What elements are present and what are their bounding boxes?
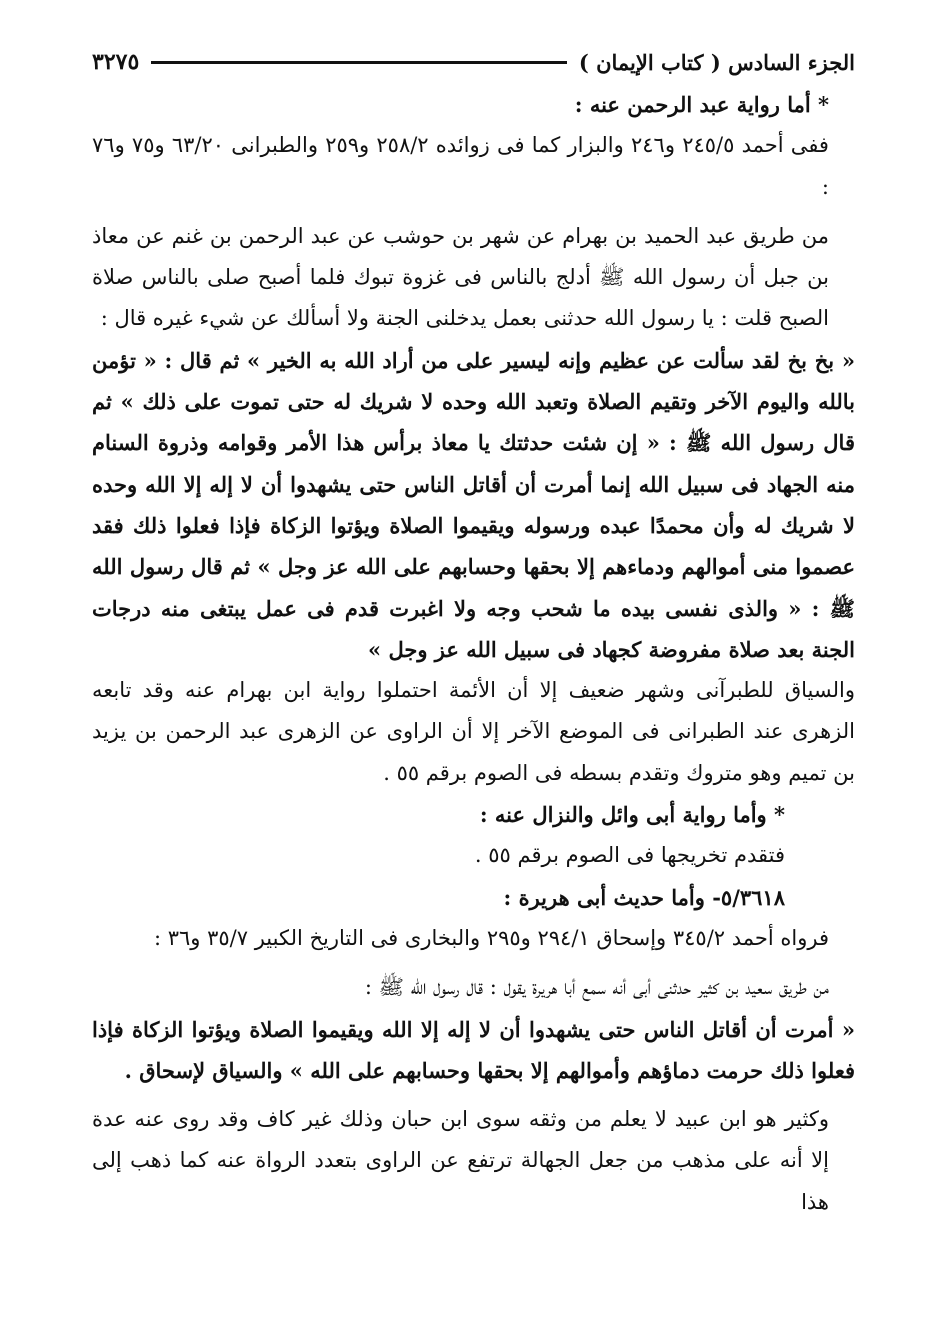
section-heading: * وأما رواية أبى وائل والنزال عنه : [479,802,785,828]
header-rule [151,61,567,64]
page-body [92,84,855,1223]
reference-paragraph: فتقدم تخريجها فى الصوم برقم ٥٥ . [474,843,785,868]
commentary-paragraph: وكثير هو ابن عبيد لا يعلم من وثقه سوى ابن حبان وذلك غير كاف وقد روى عنه عدة إلا أنه على مذهب من جعل الجهالة ترتفع عن الراوى بتعدد الرواة عنه كما ذهب إلى هذا [92,1107,829,1214]
hadith-text: « أمرت أن أقاتل الناس حتى يشهدوا أن لا إله إلا الله ويقيموا الصلاة ويؤتوا الزكاة فإذا فعلوا ذلك حرمت دماؤهم وأموالهم إلا بحقها وحسابهم على الله » والسياق لإسحاق . [92,1016,855,1083]
paragraph-gap [92,1091,855,1099]
page-number: ٣٢٧٥ [92,49,140,75]
section-heading: * أما رواية عبد الرحمن عنه : [574,92,829,117]
paragraph-gap [92,959,855,967]
commentary-paragraph: والسياق للطبرآنى وشهر ضعيف إلا أن الأئمة احتملوا رواية ابن بهرام عنه وقد تابعه الزهرى عند الطبرانى فى الموضع الآخر إلا أن الراوى عن الزهرى عبد الرحمن بن يزيد بن تميم وهو متروك وتقدم بسطه فى الصوم برقم ٥٥ . [92,678,855,785]
running-title: الجزء السادس ( كتاب الإيمان ) [578,49,855,75]
citation-paragraph: فرواه أحمد ٣٤٥/٢ وإسحاق ٢٩٤/١ و٢٩٥ والبخارى فى التاريخ الكبير ٣٥/٧ و٣٦ : [153,925,829,950]
hadith-text: « بخ بخ لقد سألت عن عظيم وإنه ليسير على من أراد الله به الخير » ثم قال : « تؤمن بالله واليوم الآخر وتقيم الصلاة وتعبد الله وحده لا شريك له حتى تموت على ذلك » ثم قال رسول الله ﷺ : « إن شئت حدثتك يا معاذ برأس هذا الأمر وقوامه وذروة السنام منه الجهاد فى سبيل الله إنما أمرت أن أقاتل الناس حتى يشهدوا أن لا إله إلا الله وحده لا شريك له وأن محمدًا عبده ورسوله ويقيموا الصلاة ويؤتوا الزكاة فإذا فعلوا ذلك فقد عصموا منى أموالهم ودماءهم إلا بحقها وحسابهم على الله عز وجل » ثم قال رسول الله ﷺ : « والذى نفسى بيده ما شحب وجه ولا اغبرت قدم فى عمل يبتغى منه درجات الجنة بعد صلاة مفروضة كجهاد فى سبيل الله عز وجل » [92,347,855,662]
citation-paragraph: ففى أحمد ٢٤٥/٥ و٢٤٦ والبزار كما فى زوائده ٢٥٨/٢ و٢٥٩ والطبرانى ٦٣/٢٠ و٧٥ و٧٦ : [92,133,829,199]
section-heading: ٥/٣٦١٨- وأما حديث أبى هريرة : [503,884,785,910]
isnad-paragraph: من طريق عبد الحميد بن بهرام عن شهر بن حوشب عن عبد الرحمن بن غنم عن معاذ بن جبل أن رسول الله ﷺ أدلج بالناس فى غزوة تبوك فلما أصبح صلى بالناس صلاة الصبح قلت : يا رسول الله حدثنى بعمل يدخلنى الجنة ولا أسألك عن شيء غيره قال : [92,223,829,331]
paragraph-gap [92,208,855,216]
page-header [92,40,855,84]
isnad-paragraph: من طريق سعيد بن كثير حدثنى أبى أنه سمع أبا هريرة يقول : قال رسول الله ﷺ : [364,975,829,1000]
